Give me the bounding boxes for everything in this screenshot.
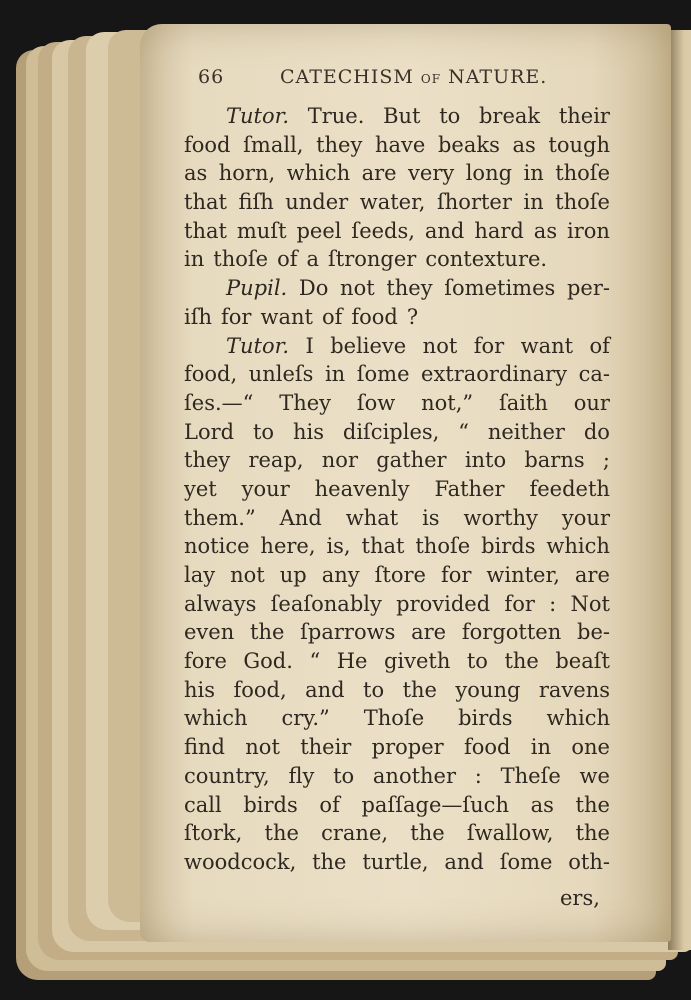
catchword: ers, — [560, 886, 600, 910]
word: ? — [406, 304, 419, 329]
word: not,” — [421, 390, 474, 415]
word: ſome — [356, 362, 410, 387]
text-line — [184, 159, 610, 188]
word: yet — [184, 476, 217, 501]
word: that — [184, 218, 227, 243]
word: our — [573, 390, 610, 415]
word: for — [473, 333, 505, 358]
text-line — [184, 762, 610, 791]
word: call — [184, 792, 222, 817]
word: of — [277, 247, 298, 272]
word: in — [523, 190, 544, 215]
word: here, — [260, 534, 316, 559]
word: iſh — [184, 304, 213, 329]
text-line — [184, 532, 610, 561]
text-line — [184, 102, 610, 131]
text-line — [184, 733, 610, 762]
word: food, — [233, 677, 287, 702]
word: are — [361, 161, 397, 186]
word: are — [574, 563, 610, 587]
word: and — [444, 849, 484, 874]
word: into — [464, 448, 507, 473]
word: food, — [184, 362, 238, 387]
word: under — [285, 190, 349, 215]
text-line — [184, 131, 610, 160]
word: “ — [458, 419, 469, 444]
word: reap, — [248, 448, 304, 473]
word: another — [372, 763, 457, 788]
word: But — [383, 104, 421, 128]
word: are — [411, 620, 447, 645]
word: not — [245, 735, 280, 760]
word: their — [558, 104, 610, 128]
word: which — [286, 161, 351, 186]
word: ſeeds, — [351, 218, 415, 243]
word: any — [321, 563, 360, 587]
text-line — [184, 418, 610, 447]
word: extraordinary — [421, 362, 568, 387]
word: country, — [184, 763, 270, 788]
speaker-label: Tutor. — [226, 333, 290, 358]
word: gather — [376, 448, 447, 473]
word: beaſt — [555, 649, 610, 674]
word: what — [345, 505, 399, 530]
word: “ — [309, 649, 321, 674]
word: giveth — [383, 649, 451, 674]
word: we — [579, 763, 610, 788]
word: and — [424, 218, 465, 243]
word: horn, — [218, 161, 276, 186]
word: ; — [602, 448, 610, 473]
word: as — [530, 792, 554, 817]
word: be- — [577, 620, 610, 645]
word: thoſe — [213, 247, 269, 272]
word: provided — [396, 591, 491, 616]
page-number: 66 — [198, 66, 225, 88]
page-header — [198, 66, 618, 96]
word: per- — [566, 276, 610, 301]
word: barns — [524, 448, 585, 473]
word: fly — [288, 763, 315, 788]
word: hard — [474, 218, 524, 243]
speaker-label: Tutor. — [226, 104, 290, 128]
word: is, — [326, 534, 351, 559]
word: Thoſe — [363, 706, 425, 731]
word: neither — [487, 419, 565, 444]
word: Do — [298, 276, 329, 301]
word: ſwallow, — [466, 821, 554, 846]
word: birds — [458, 706, 513, 731]
text-line — [184, 360, 610, 389]
word: ſhorter — [437, 190, 512, 215]
word: muſt — [236, 218, 287, 243]
word: his — [184, 677, 216, 702]
word: : — [474, 763, 482, 788]
word: feedeth — [529, 476, 610, 501]
word: believe — [330, 333, 407, 358]
word: ſeaſonably — [270, 591, 382, 616]
word: food — [351, 304, 398, 329]
text-line — [184, 245, 610, 274]
word: want — [520, 333, 574, 358]
word: True. — [307, 104, 365, 128]
text-line — [184, 676, 610, 705]
word: is — [422, 505, 440, 530]
word: turtle, — [362, 849, 429, 874]
word: water, — [359, 190, 426, 215]
word: lay — [184, 563, 216, 587]
word: of — [319, 792, 340, 817]
word: even — [184, 620, 235, 645]
word: in — [523, 161, 544, 186]
word: not — [340, 276, 375, 301]
word: for — [504, 591, 535, 616]
text-line — [184, 848, 610, 877]
running-title-end: NATURE. — [448, 66, 548, 88]
word: not — [230, 563, 265, 587]
word: the — [575, 792, 610, 817]
word: a — [306, 247, 320, 272]
word: do — [583, 419, 610, 444]
word: your — [241, 476, 290, 501]
word: as — [533, 218, 558, 243]
word: thoſe — [555, 161, 610, 186]
text-line — [184, 504, 610, 533]
word: forgotten — [461, 620, 562, 645]
book-page — [140, 24, 671, 942]
word: I — [305, 333, 314, 358]
text-line — [184, 704, 610, 733]
word: God. — [243, 649, 293, 674]
word: Father — [434, 476, 505, 501]
word: to — [333, 763, 355, 788]
word: which — [546, 534, 610, 559]
word: the — [504, 649, 539, 674]
word: iron — [567, 218, 610, 243]
word: woodcock, — [184, 849, 297, 874]
word: ca- — [578, 362, 610, 387]
running-title — [280, 66, 547, 88]
word: to — [363, 677, 385, 702]
word: they — [316, 132, 363, 157]
word: paſſage—ſuch — [361, 792, 509, 817]
text-line — [184, 332, 610, 361]
word: cry.” — [281, 706, 330, 731]
word: that — [361, 534, 405, 559]
word: worthy — [463, 505, 538, 530]
text-line — [184, 791, 610, 820]
word: the — [250, 620, 285, 645]
word: for — [440, 563, 472, 587]
word: to — [252, 419, 275, 444]
word: to — [466, 649, 488, 674]
word: ſes.—“ — [184, 390, 254, 415]
text-line — [184, 647, 610, 676]
word: as — [512, 132, 536, 157]
word: of — [589, 333, 610, 358]
text-line — [184, 217, 610, 246]
word: tough — [548, 132, 610, 157]
word: food — [184, 132, 231, 157]
word: ſparrows — [300, 620, 396, 645]
word: birds — [243, 792, 298, 817]
word: unleſs — [248, 362, 314, 387]
word: ſaith — [498, 390, 548, 415]
word: which — [546, 706, 610, 731]
word: peel — [296, 218, 342, 243]
word: : — [549, 591, 557, 616]
word: want — [260, 304, 313, 329]
word: to — [439, 104, 461, 128]
word: ſmall, — [243, 132, 304, 157]
running-title-of: OF — [420, 72, 442, 86]
word: they — [184, 448, 231, 473]
text-line — [184, 303, 610, 332]
word: your — [561, 505, 610, 530]
word: ſome — [499, 849, 553, 874]
word: one — [571, 735, 610, 760]
running-title-main: CATECHISM — [280, 66, 414, 88]
word: diſciples, — [342, 419, 440, 444]
word: ſometimes — [444, 276, 556, 301]
word: the — [402, 677, 437, 702]
word: proper — [371, 735, 444, 760]
word: ſtork, — [184, 821, 243, 846]
word: they — [386, 276, 433, 301]
word: in — [184, 247, 205, 272]
text-line — [184, 188, 610, 217]
word: heavenly — [314, 476, 410, 501]
word: notice — [184, 534, 250, 559]
word: long — [465, 161, 513, 186]
text-line — [184, 389, 610, 418]
word: winter, — [486, 563, 560, 587]
word: birds — [481, 534, 536, 559]
word: in — [530, 735, 552, 760]
word: nor — [321, 448, 358, 473]
word: Theſe — [500, 763, 561, 788]
word: for — [221, 304, 252, 329]
facing-page-edge — [668, 30, 691, 950]
word: crane, — [321, 821, 389, 846]
word: fiſh — [238, 190, 274, 215]
word: and — [305, 677, 345, 702]
word: ſow — [356, 390, 396, 415]
word: very — [408, 161, 455, 186]
word: not — [422, 333, 458, 358]
word: ravens — [538, 677, 610, 702]
word: find — [184, 735, 225, 760]
word: in — [324, 362, 346, 387]
word: thoſe — [415, 534, 471, 559]
word: ſtore — [374, 563, 426, 587]
word: He — [336, 649, 368, 674]
word: as — [184, 161, 208, 186]
word: And — [279, 505, 322, 530]
word: the — [575, 821, 610, 846]
speaker-label: Pupil. — [226, 276, 288, 301]
word: beaks — [437, 132, 500, 157]
word: the — [410, 821, 445, 846]
text-line — [184, 618, 610, 647]
word: their — [300, 735, 352, 760]
word: up — [279, 563, 307, 587]
text-line — [184, 446, 610, 475]
word: young — [455, 677, 521, 702]
word: thoſe — [555, 190, 610, 215]
word: the — [312, 849, 347, 874]
word: ſtronger — [328, 247, 417, 272]
word: always — [184, 591, 257, 616]
word: oth- — [568, 849, 610, 874]
word: They — [279, 390, 332, 415]
word: them.” — [184, 505, 256, 530]
body-text — [184, 102, 610, 877]
text-line — [184, 590, 610, 619]
word: have — [374, 132, 426, 157]
word: food — [463, 735, 511, 760]
word: the — [264, 821, 299, 846]
word: break — [478, 104, 541, 128]
word: contexture. — [425, 247, 548, 272]
text-line — [184, 561, 610, 590]
text-line — [184, 819, 610, 848]
word: fore — [184, 649, 227, 674]
text-line — [184, 475, 610, 504]
word: Lord — [184, 419, 235, 444]
text-line — [184, 274, 610, 303]
word: that — [184, 190, 227, 215]
word: Not — [570, 591, 610, 616]
word: his — [292, 419, 324, 444]
word: which — [184, 706, 248, 731]
word: of — [321, 304, 343, 329]
